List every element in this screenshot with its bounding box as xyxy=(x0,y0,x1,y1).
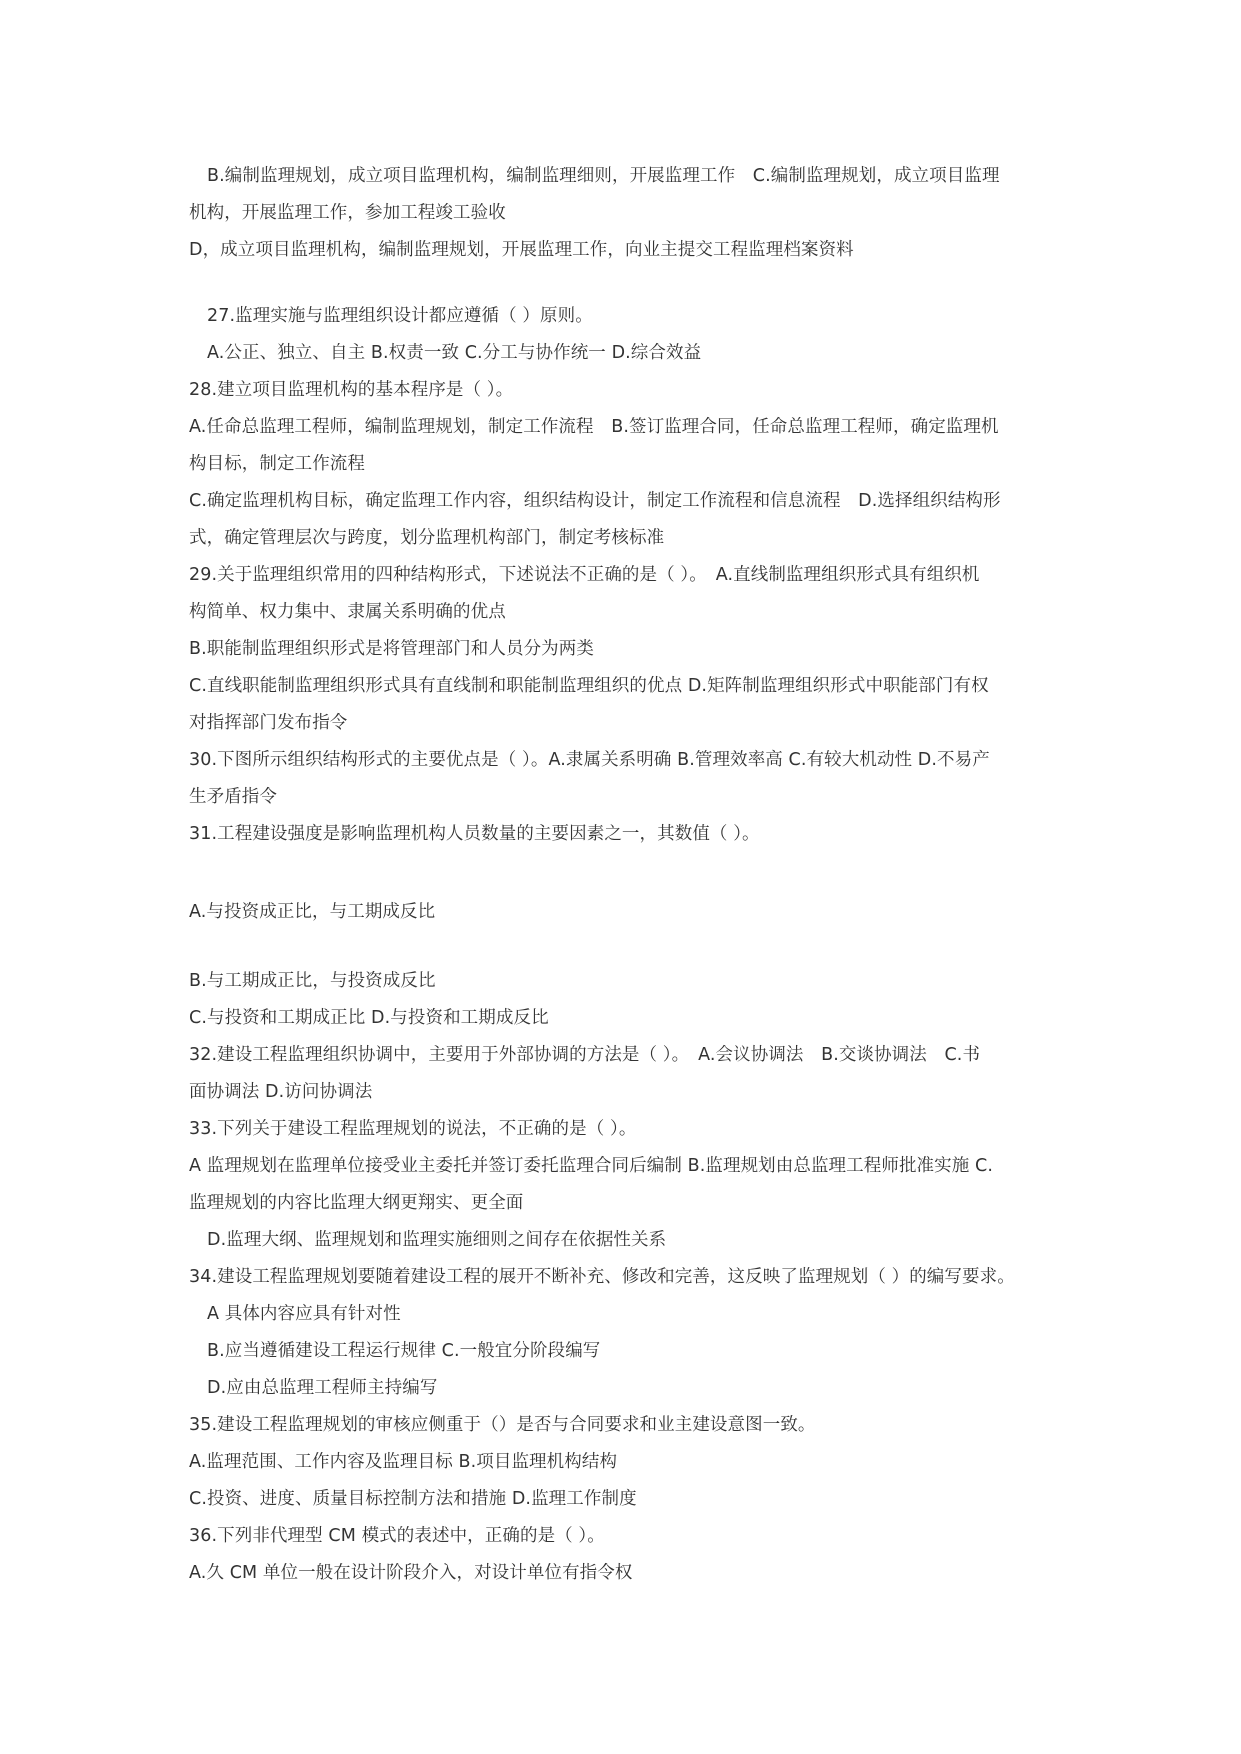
text-line: 机构，开展监理工作，参加工程竣工验收 xyxy=(189,203,506,223)
question-28: 28.建立项目监理机构的基本程序是（ ）。 xyxy=(189,380,514,400)
text-line: 生矛盾指令 xyxy=(189,787,277,807)
text-line: A.监理范围、工作内容及监理目标 B.项目监理机构结构 xyxy=(189,1452,618,1472)
text-line: D，成立项目监理机构，编制监理规划，开展监理工作，向业主提交工程监理档案资料 xyxy=(189,240,854,260)
text-line: 式，确定管理层次与跨度，划分监理机构部门，制定考核标准 xyxy=(189,528,665,548)
text-line: C.确定监理机构目标，确定监理工作内容，组织结构设计，制定工作流程和信息流程 D.选择组织结构形 xyxy=(189,491,1001,511)
text-line: B.职能制监理组织形式是将管理部门和人员分为两类 xyxy=(189,639,594,659)
question-27: 27.监理实施与监理组织设计都应遵循（ ）原则。 xyxy=(207,306,593,326)
text-line: 监理规划的内容比监理大纲更翔实、更全面 xyxy=(189,1193,524,1213)
text-line: A.任命总监理工程师，编制监理规划，制定工作流程 B.签订监理合同，任命总监理工程师，确定监理机 xyxy=(189,417,999,437)
text-line: 面协调法 D.访问协调法 xyxy=(189,1082,373,1102)
text-line: B.编制监理规划，成立项目监理机构，编制监理细则，开展监理工作 C.编制监理规划，成立项目监理 xyxy=(207,166,1000,186)
text-line: A 具体内容应具有针对性 xyxy=(207,1304,401,1324)
question-32: 32.建设工程监理组织协调中，主要用于外部协调的方法是（ ）。 A.会议协调法 B.交谈协调法 C.书 xyxy=(189,1045,981,1065)
question-33: 33.下列关于建设工程监理规划的说法，不正确的是（ ）。 xyxy=(189,1119,637,1139)
text-line: 构目标，制定工作流程 xyxy=(189,454,365,474)
text-line: C.与投资和工期成正比 D.与投资和工期成反比 xyxy=(189,1008,549,1028)
question-30: 30.下图所示组织结构形式的主要优点是（ ）。A.隶属关系明确 B.管理效率高 C.有较大机动性 D.不易产 xyxy=(189,750,990,770)
text-line: B.与工期成正比，与投资成反比 xyxy=(189,971,436,991)
question-36: 36.下列非代理型 CM 模式的表述中，正确的是（ ）。 xyxy=(189,1526,605,1546)
text-line: A.公正、独立、自主 B.权责一致 C.分工与协作统一 D.综合效益 xyxy=(207,343,702,363)
question-35: 35.建设工程监理规划的审核应侧重于（）是否与合同要求和业主建设意图一致。 xyxy=(189,1415,816,1435)
text-line: C.投资、进度、质量目标控制方法和措施 D.监理工作制度 xyxy=(189,1489,637,1509)
question-31: 31.工程建设强度是影响监理机构人员数量的主要因素之一，其数值（ ）。 xyxy=(189,824,760,844)
text-line: C.直线职能制监理组织形式具有直线制和职能制监理组织的优点 D.矩阵制监理组织形式中职能部门有权 xyxy=(189,676,989,696)
text-line: D.监理大纲、监理规划和监理实施细则之间存在依据性关系 xyxy=(207,1230,667,1250)
text-line: A.与投资成正比，与工期成反比 xyxy=(189,902,436,922)
text-line: B.应当遵循建设工程运行规律 C.一般宜分阶段编写 xyxy=(207,1341,601,1361)
question-34: 34.建设工程监理规划要随着建设工程的展开不断补充、修改和完善，这反映了监理规划（ ）的编写要求。 xyxy=(189,1267,1015,1287)
question-29: 29.关于监理组织常用的四种结构形式，下述说法不正确的是（ ）。 A.直线制监理组织形式具有组织机 xyxy=(189,565,980,585)
text-line: 构简单、权力集中、隶属关系明确的优点 xyxy=(189,602,506,622)
text-line: D.应由总监理工程师主持编写 xyxy=(207,1378,438,1398)
text-line: A.久 CM 单位一般在设计阶段介入，对设计单位有指令权 xyxy=(189,1563,633,1583)
text-line: A 监理规划在监理单位接受业主委托并签订委托监理合同后编制 B.监理规划由总监理工程师批准实施 C. xyxy=(189,1156,994,1176)
text-line: 对指挥部门发布指令 xyxy=(189,713,348,733)
